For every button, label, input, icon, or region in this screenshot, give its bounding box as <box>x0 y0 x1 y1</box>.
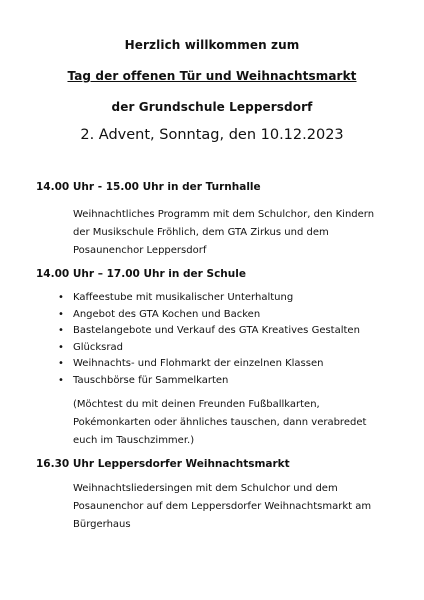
event-title: Tag der offenen Tür und Weihnachtsmarkt <box>67 69 357 83</box>
bullet-icon: • <box>58 358 64 370</box>
list-item <box>58 340 360 357</box>
bullet-icon: • <box>58 325 64 337</box>
bullet-icon: • <box>58 341 64 353</box>
list-item-label: Kaffeestube mit musikalischer Unterhaltung <box>73 292 294 303</box>
list-item-label: Bastelangebote und Verkauf des GTA Kreatives Gestalten <box>73 325 360 337</box>
bullet-icon: • <box>58 374 64 386</box>
list-item <box>58 356 360 373</box>
section-text-gym: Weihnachtliches Programm mit dem Schulchor, den Kindern der Musikschule Fröhlich, dem GTA Zirkus und dem Posaunenchor Leppersdorf <box>73 209 375 256</box>
section-heading-market: 16.30 Uhr Leppersdorfer Weihnachtsmarkt <box>36 458 290 470</box>
welcome-line: Herzlich willkommen zum <box>124 38 300 52</box>
section-text-market: Weihnachtsliedersingen mit dem Schulchor und dem Posaunenchor auf dem Leppersdorfer Weihnachtsmarkt am Bürgerhaus <box>73 483 372 530</box>
school-name: der Grundschule Leppersdorf <box>111 100 313 114</box>
list-item-label: Weihnachts- und Flohmarkt der einzelnen Klassen <box>73 358 324 370</box>
event-date: 2. Advent, Sonntag, den 10.12.2023 <box>80 127 344 143</box>
activity-list <box>58 290 360 390</box>
list-item <box>58 323 360 340</box>
list-item <box>58 290 360 307</box>
section-heading-gym: 14.00 Uhr - 15.00 Uhr in der Turnhalle <box>36 181 261 193</box>
list-item-label: Glücksrad <box>73 341 123 353</box>
list-item <box>58 373 360 390</box>
trading-card-note: (Möchtest du mit deinen Freunden Fußballkarten, Pokémonkarten oder ähnliches tauschen, dann verabredet euch im Tauschzimmer.) <box>73 399 367 446</box>
bullet-icon: • <box>58 308 64 320</box>
bullet-icon: • <box>58 292 64 303</box>
list-item-label: Angebot des GTA Kochen und Backen <box>73 308 261 320</box>
list-item <box>58 307 360 324</box>
section-heading-school: 14.00 Uhr – 17.00 Uhr in der Schule <box>36 268 246 280</box>
list-item-label: Tauschbörse für Sammelkarten <box>73 374 229 386</box>
